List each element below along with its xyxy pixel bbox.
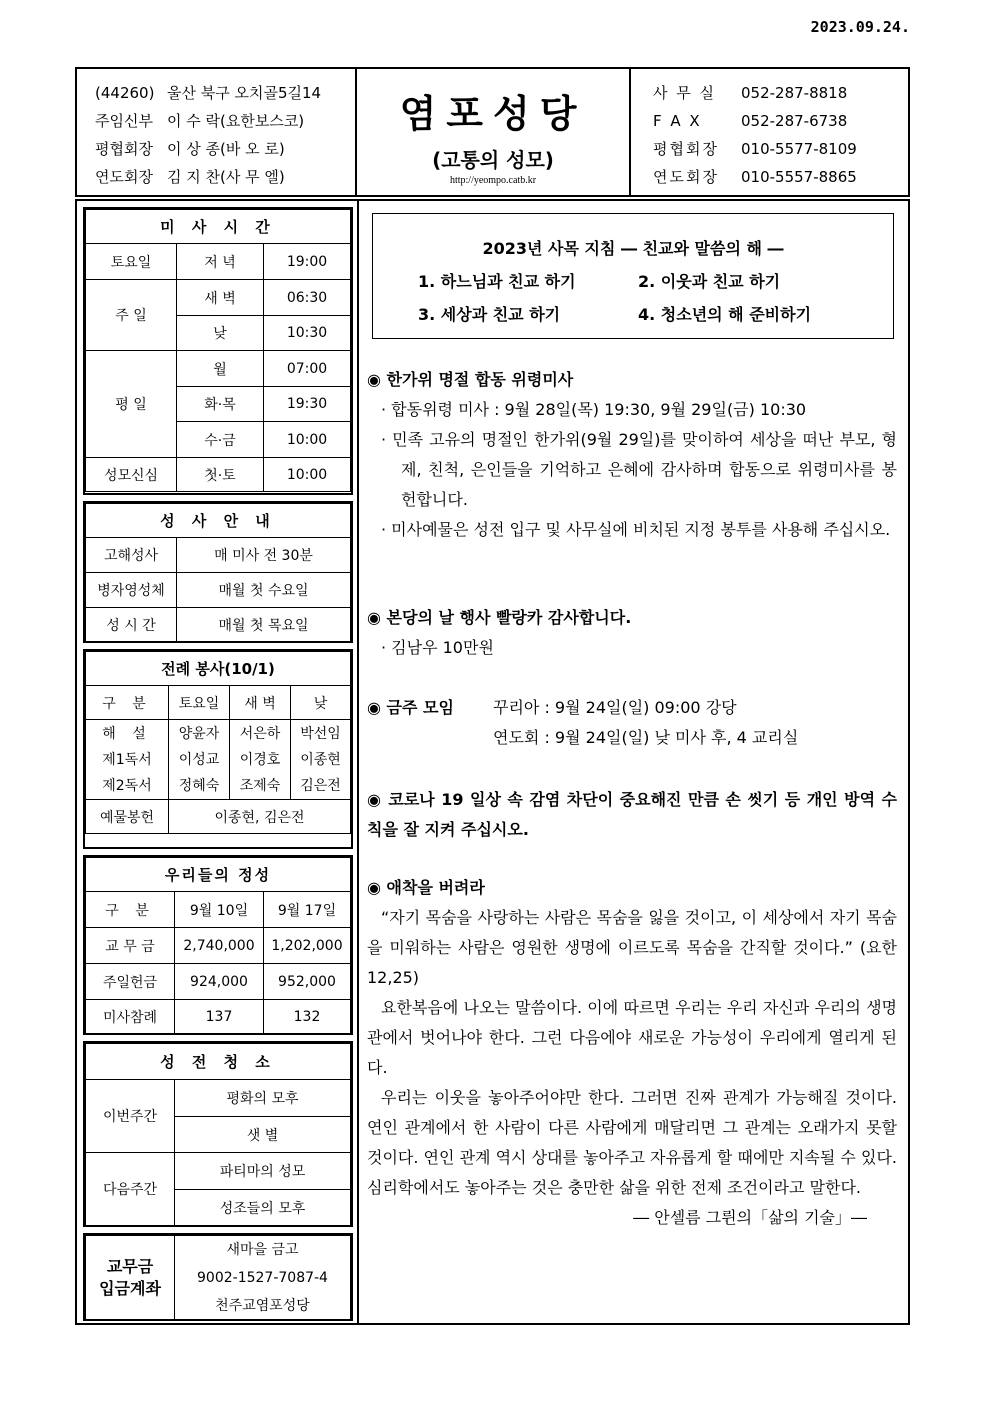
account-table: 교무금 입금계좌 새마을 금고 9002-1527-7087-4 천주교염포성당 [85, 1235, 351, 1321]
council-president-line: 평협회장 이 상 종(바 오 로) [95, 140, 285, 158]
council-phone: 평협회장 010-5577-8109 [653, 140, 857, 158]
header-left [77, 69, 357, 195]
office-phone: 사 무 실 052-287-8818 [653, 84, 848, 102]
yeondo-president-line: 연도회장 김 지 찬(사 무 엘) [95, 168, 285, 186]
notice-palanca: ◉ 본당의 날 행사 빨랑카 감사합니다. · 김남우 10만원 [367, 608, 632, 657]
parish-name: 염포성당 [399, 92, 587, 136]
pastoral-goal-box: 2023년 사목 지침 ― 친교와 말씀의 해 ― 1. 하느님과 친교 하기 2. 이웃과 친교 하기 3. 세상과 친교 하기 4. 청소년의 해 준비하기 [372, 213, 894, 339]
parish-subtitle: (고통의 성모) [432, 148, 554, 172]
left-column [77, 201, 359, 1323]
header-center [357, 69, 631, 195]
notice-covid: ◉ 코로나 19 일상 속 감염 차단이 중요해진 만큼 손 씻기 등 개인 방역 수칙을 잘 지켜 주십시오. [367, 790, 897, 839]
header-box [75, 67, 910, 197]
pastor-line: 주임신부 이 수 락(요한보스코) [95, 112, 305, 130]
bulletin-date: 2023.09.24. [810, 18, 910, 36]
liturgy-table: 전례 봉사(10/1) 구 분 토요일 새 벽 낮 해 설 양윤자 서은하 박선임 제1독서 이성교 이경호 이종현 제2독서 정혜숙 조제숙 김은전 예물봉헌 이종현, 김은전 [85, 651, 351, 834]
cleaning-table: 성 전 청 소 이번주간 평화의 모후 샛 별 다음주간 파티마의 성모 성조들의 모후 [85, 1043, 351, 1226]
fax-number: F A X 052-287-6738 [653, 112, 848, 130]
yeondo-phone: 연도회장 010-5557-8865 [653, 168, 857, 186]
parish-url[interactable]: http://yeompo.catb.kr [449, 175, 537, 186]
header-right [629, 69, 908, 195]
reflection-source: ― 안셀름 그륀의「삶의 기술」― [633, 1208, 867, 1227]
address-line: (44260) 울산 북구 오치골5길14 [95, 84, 322, 102]
notice-reflection: ◉ 애착을 버려라 “자기 목숨을 사랑하는 사람은 목숨을 잃을 것이고, 이 세상에서 자기 목숨을 미워하는 사람은 영원한 생명에 이르도록 목숨을 간직할 것이다.” (요한 12,25) 요한복음에 나오는 말씀이다. 이에 따르면 우리는 우리 자신과 우리의 생명관에서 벗어나야 한다. 그런 다음에야 새로운 가능성이 우리에게 열리게 된다. 우리는 이웃을 놓아주어야만 한다. 그러면 진짜 관계가 가능해질 것이다. 연인 관계에서 한 사람이 다른 사람에게 매달리면 그 관계는 오래가지 못할 것이다. 연인 관계 역시 상대를 놓아주고 자유롭게 할 때에만 지속될 수 있다. 심리학에서도 놓아주는 것은 충만한 삶을 위한 전제 조건이라고 말한다. ― 안셀름 그륀의「삶의 기술」― [367, 873, 897, 1233]
notice-memorial-mass: ◉ 한가위 명절 합동 위령미사 · 합동위령 미사 : 9월 28일(목) 19:30, 9월 29일(금) 10:30 · 민족 고유의 명절인 한가위(9월 29일)를 맞이하여 세상을 떠난 부모, 형제, 친척, 은인들을 기억하고 은혜에 감사하며 합동으로 위령미사를 봉헌합니다. · 미사예물은 성전 입구 및 사무실에 비치된 지정 봉투를 사용해 주십시오. [367, 370, 897, 539]
sacraments-table: 성 사 안 내 고해성사 매 미사 전 30분 병자영성체 매월 첫 수요일 성 시 간 매월 첫 목요일 [85, 503, 351, 642]
notice-meetings: ◉ 금주 모임 꾸리아 : 9월 24일(일) 09:00 강당 연도회 : 9월 24일(일) 낮 미사 후, 4 교리실 [367, 698, 799, 747]
main-body [75, 199, 910, 1325]
mass-times-table: 미 사 시 간 토요일 저 녁 19:00 주 일 새 벽 06:30 낮 10:30 평 일 월 07:00 화·목 19:30 수·금 10:00 성모신심 첫·토 10:00 [85, 209, 351, 492]
donations-table: 우리들의 정성 구 분 9월 10일 9월 17일 교 무 금 2,740,000 1,202,000 주일헌금 924,000 952,000 미사참례 137 132 [85, 857, 351, 1034]
